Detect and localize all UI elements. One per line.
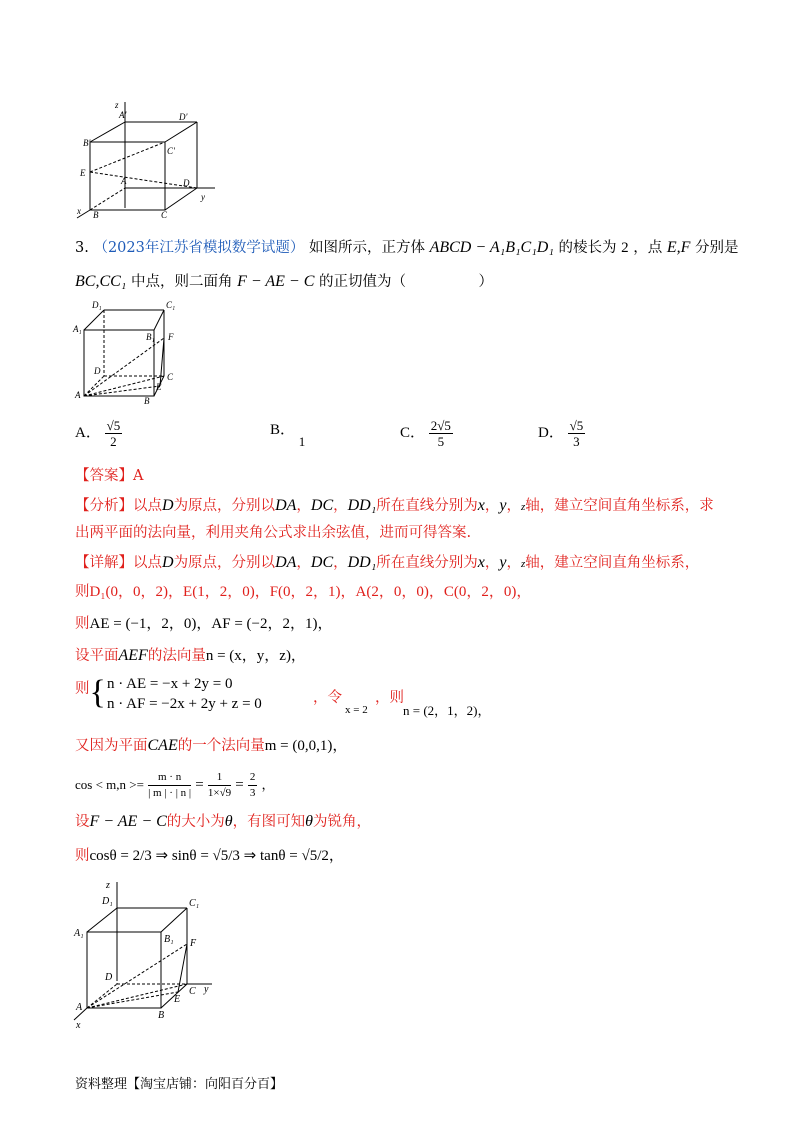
math-var: y [499,554,507,571]
question-text: 的棱长为 [558,240,617,256]
points-ef: E,F [666,239,691,256]
fig1-label: E [80,168,86,178]
math-var: z [521,558,526,570]
detail-system [75,674,491,718]
math-var: DA [275,497,297,514]
question-source: （2023年江苏省模拟数学试题） [93,240,305,256]
fig3-label: D [105,972,113,983]
tan-derivation: cosθ = 2/3 ⇒ sinθ = √5/3 ⇒ tanθ = √5/2， [89,848,344,864]
option-b[interactable] [270,418,306,449]
option-a-fraction [105,418,123,449]
cube-name: ABCD − A₁B₁C₁D₁ [429,239,554,256]
detail-vectors-line [75,614,333,634]
fig3-label: C [189,986,196,997]
detail-text: 设 [75,814,90,830]
fig2-label: C₁ [166,300,176,310]
dihedral-angle: F − AE − C [237,273,315,290]
fig1-label: C [161,210,168,220]
detail-text: ， [333,555,348,571]
theta: θ [224,813,233,830]
figure-cube-1 [75,100,225,225]
detail-tan-line [75,846,344,866]
fig3-label: A [76,1002,83,1013]
detail-text: 的大小为 [166,814,225,830]
detail-text: 所在直线分别为 [376,555,478,571]
detail-text: 则 [75,681,90,697]
fig2-label: B [144,396,150,406]
fig3-label: B₁ [164,934,174,945]
fig1-label: A [121,176,127,186]
detail-text: 的法向量 [147,648,206,664]
detail-text: ， [484,555,500,571]
question-text: 中点，则二面角 [130,274,233,290]
point-coordinates: D₁(0，0，2)，E(1，2，0)，F(0，2，1)，A(2，0，0)，C(0，2，0)， [89,584,532,600]
fig2-label: D₁ [92,300,102,310]
fraction-denominator: 3 [249,787,256,799]
question-text: 的正切值为（ ） [318,274,493,290]
detail-text: 为锐角， [313,814,372,830]
fig3-label: x [76,1020,81,1031]
answer-value: A [133,468,144,484]
plane-cae: CAE [147,737,178,754]
fig1-label: x [77,206,81,216]
fraction-numerator: √5 [106,418,121,433]
plane-aef: AEF [118,647,148,664]
math-var: y [499,497,507,514]
fig1-label: D [183,178,190,188]
equals-sign: = [235,777,244,793]
cos-fraction-1 [148,770,191,801]
math-var: x [477,497,485,514]
fig1-label: C' [167,146,175,156]
analysis-text: 为原点，分别以 [173,498,276,514]
fig3-label: D₁ [102,896,113,907]
fig2-label: C [167,372,174,382]
detail-coords-line [75,582,531,602]
fig1-label: B' [83,138,91,148]
detail-text: ，则 [375,690,404,706]
fraction-denominator: 5 [437,434,445,449]
analysis-text: ， [333,498,348,514]
fig2-label: D [94,366,101,376]
option-label: A． [75,424,101,441]
analysis-text: ， [484,498,500,514]
math-var: x [477,554,485,571]
equation-2: n · AF = −2x + 2y + z = 0 [107,696,262,712]
analysis-text: 所在直线分别为 [376,498,478,514]
dihedral-angle: F − AE − C [89,813,167,830]
option-label: B． [270,422,296,438]
math-var: DC [310,554,334,571]
option-c-fraction [429,418,453,449]
fig2-label: B₁ [146,332,155,342]
fraction-numerator: 2 [248,770,258,786]
detail-text: 设平面 [75,648,119,664]
detail-text: 轴，建立空间直角坐标系， [525,555,700,571]
fraction-numerator: 1 [208,770,231,786]
fig2-label: A₁ [73,324,82,334]
vector-ae: AE = (−1，2，0) [89,616,197,632]
fraction-numerator: 2√5 [430,418,451,433]
fig3-label: A₁ [74,928,84,939]
detail-theta-line [75,812,371,832]
detail-text: 则 [75,584,90,600]
analysis-tag: 【分析】 [75,498,133,514]
analysis-line-1 [75,496,714,517]
detail-text: ， [506,555,522,571]
answer-tag: 【答案】 [75,468,133,484]
detail-text: ，有图可知 [232,814,306,830]
option-label: C． [400,424,426,441]
fig3-label: y [204,984,209,995]
option-label: D． [538,424,564,441]
question-number: 3. [75,240,89,256]
fig1-label: A' [119,110,127,120]
footer: 资料整理【淘宝店铺：向阳百分百】 [75,1077,284,1092]
let-x: x = 2 [345,704,368,716]
fig3-label: F [190,938,197,949]
math-var: DD₁ [347,497,377,514]
fig3-label: C₁ [189,898,200,909]
figure-cube-2 [72,298,187,408]
fig2-label: E [156,382,162,392]
option-d-fraction [568,418,586,449]
fraction-numerator: m · n [148,770,191,786]
detail-text: 的一个法向量 [177,738,265,754]
cos-fraction-3 [248,770,258,801]
fig1-label: z [115,100,119,110]
question-text: 分别是 [694,240,739,256]
detail-text: ，令 [313,690,342,706]
fig3-label: z [106,880,110,891]
system-brace: { [89,674,106,711]
fraction-denominator: 2 [110,434,117,449]
fraction-denominator: 1×√9 [207,787,232,799]
detail-tag: 【详解】 [75,555,133,571]
math-var: DA [275,554,297,571]
detail-text: 则 [75,848,90,864]
normal-vector-n: n = (x，y，z)， [205,648,306,664]
theta: θ [305,813,314,830]
cos-fraction-2 [208,770,231,801]
equals-sign: = [195,777,204,793]
fig3-label: E [174,994,181,1005]
option-a[interactable] [75,418,122,449]
option-c[interactable] [400,418,453,449]
analysis-text: 轴，建立空间直角坐标系，求 [525,498,714,514]
answer-line [75,466,143,486]
option-value: 1 [298,434,306,449]
edge-length: 2 [621,240,629,256]
analysis-text: ， [506,498,522,514]
math-var: D [162,554,174,571]
detail-line-1 [75,553,699,574]
fraction-denominator: 3 [573,434,580,449]
cos-lhs: cos < m,n >= [75,777,144,792]
detail-text: 为原点，分别以 [173,555,276,571]
math-var: z [521,501,526,513]
fig2-label: A [75,390,81,400]
detail-text: ， [296,555,311,571]
equation-1: n · AE = −x + 2y = 0 [107,676,233,692]
detail-text: 则 [75,616,90,632]
math-var: DC [310,497,334,514]
fig1-label: y [201,192,205,202]
math-var: DD₁ [347,554,377,571]
midpoint-segments: BC,CC₁ [75,273,127,290]
vector-m: m = (0,0,1)， [264,738,348,754]
fraction-numerator: √5 [569,418,584,433]
fig3-label: B [158,1010,165,1021]
figure-cube-3 [72,880,232,1030]
analysis-text: ， [296,498,311,514]
fig1-label: B [93,210,99,220]
fig2-label: F [168,332,174,342]
option-d[interactable] [538,418,585,449]
detail-text: 以点 [133,555,162,571]
analysis-line-2 [75,523,471,543]
detail-normal-line [75,646,306,666]
question-3-line-1 [75,238,738,258]
fig1-label: D' [179,112,188,122]
question-text: ，点 [633,240,663,256]
analysis-text: 以点 [133,498,162,514]
question-text: 如图所示，正方体 [308,240,425,256]
detail-cos-line [75,770,275,801]
detail-m-line [75,736,347,756]
fraction-denominator: | m | · | n | [148,787,192,799]
n-value: n = (2，1，2)， [403,703,491,718]
analysis-text: 出两平面的法向量，利用夹角公式求出余弦值，进而可得答案. [75,525,472,541]
question-3-line-2 [75,272,493,292]
detail-text: 又因为平面 [75,738,148,754]
math-var: D [162,497,174,514]
punctuation: ， [261,778,275,793]
vector-af: ，AF = (−2，2，1)， [196,616,333,632]
